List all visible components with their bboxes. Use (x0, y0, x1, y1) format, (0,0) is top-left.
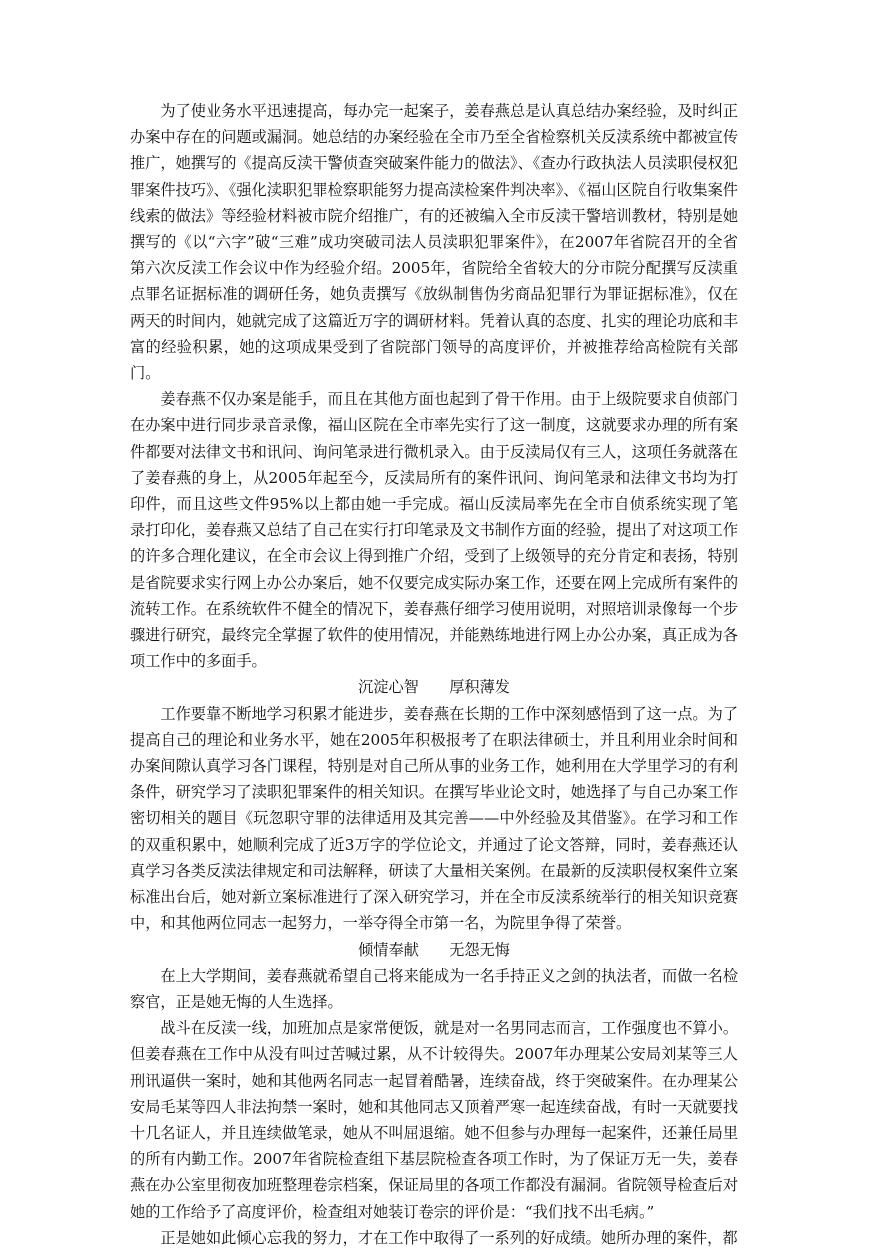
paragraph-career-choice: 在上大学期间，姜春燕就希望自己将来能成为一名手持正义之剑的执法者，而做一名检察官，正是她无悔的人生选择。 (130, 966, 738, 1011)
document-page (130, 98, 738, 1251)
paragraph-achievements: 正是她如此倾心忘我的努力，才在工作中取得了一系列的好成绩。她所办理的案件，都 (160, 1228, 738, 1247)
paragraph-hard-work: 战斗在反渎一线，加班加点是家常便饭，就是对一名男同志而言，工作强度也不算小。但姜春燕在工作中从没有叫过苦喊过累，从不计较得失。2007年办理某公安局刘某等三人刑讯逼供一案时，她和其他两名同志一起冒着酷暑，连续奋战，终于突破案件。在办理某公安局毛某等四人非法拘禁一案时，她和其他同志又顶着严寒一起连续奋战，有时一天就要找十几名证人，并且连续做笔录，她从不叫屈退缩。她不但参与办理每一起案件，还兼任局里的所有内勤工作。2007年省院检查组下基层院检查各项工作时，为了保证万无一失，姜春燕在办公室里彻夜加班整理卷宗档案，保证局里的各项工作都没有漏洞。省院领导检查后对她的工作给予了高度评价，检查组对她装订卷宗的评价是：“我们找不出毛病。” (130, 1019, 738, 1221)
paragraph-backbone-role: 姜春燕不仅办案是能手，而且在其他方面也起到了骨干作用。由于上级院要求自侦部门在办案中进行同步录音录像，福山区院在全市率先实行了这一制度，这就要求办理的所有案件都要对法律文书和讯问、询问笔录进行微机录入。由于反渎局仅有三人，这项任务就落在了姜春燕的身上，从2005年起至今，反渎局所有的案件讯问、询问笔录和法律文书均为打印件，而且这些文件95%以上都由她一手完成。福山反渎局率先在全市自侦系统实现了笔录打印化，姜春燕又总结了自己在实行打印笔录及文书制作方面的经验，提出了对这项工作的许多合理化建议，在全市会议上得到推广介绍，受到了上级领导的充分肯定和表扬，特别是省院要求实行网上办公办案后，她不仅要完成实际办案工作，还要在网上完成所有案件的流转工作。在系统软件不健全的情况下，姜春燕仔细学习使用说明，对照培训录像每一个步骤进行研究，最终完全掌握了软件的使用情况，并能熟练地进行网上办公办案，真正成为各项工作中的多面手。 (130, 390, 738, 671)
paragraph-case-experience: 为了使业务水平迅速提高，每办完一起案子，姜春燕总是认真总结办案经验，及时纠正办案中存在的问题或漏洞。她总结的办案经验在全市乃至全省检察机关反渎系统中都被宣传推广，她撰写的《提高反渎干警侦查突破案件能力的做法》、《查办行政执法人员渎职侵权犯罪案件技巧》、《强化渎职犯罪检察职能努力提高渎检案件判决率》、《福山区院自行收集案件线索的做法》等经验材料被市院介绍推广，有的还被编入全市反渎干警培训教材，特别是她撰写的《以“六字”破“三难”成功突破司法人员渎职犯罪案件》，在2007年省院召开的全省第六次反渎工作会议中作为经验介绍。2005年，省院给全省较大的分市院分配撰写反渎重点罪名证据标准的调研任务，她负责撰写《放纵制售伪劣商品犯罪行为罪证据标准》，仅在两天的时间内，她就完成了这篇近万字的调研材料。凭着认真的态度、扎实的理论功底和丰富的经验积累，她的这项成果受到了省院部门领导的高度评价，并被推荐给高检院有关部门。 (130, 102, 738, 383)
section-heading-dedication: 倾情奉献 无怨无悔 (358, 940, 510, 959)
paragraph-study-accumulation: 工作要靠不断地学习积累才能进步，姜春燕在长期的工作中深刻感悟到了这一点。为了提高自己的理论和业务水平，她在2005年积极报考了在职法律硕士，并且利用业余时间和办案间隙认真学习各门课程，特别是对自己所从事的业务工作，她利用在大学里学习的有利条件，研究学习了渎职犯罪案件的相关知识。在撰写毕业论文时，她选择了与自己办案工作密切相关的题目《玩忽职守罪的法律适用及其完善——中外经验及其借鉴》。在学习和工作的双重积累中，她顺利完成了近3万字的学位论文，并通过了论文答辩，同时，姜春燕还认真学习各类反渎法律规定和司法解释，研读了大量相关案例。在最新的反渎职侵权案件立案标准出台后，她对新立案标准进行了深入研究学习，并在全市反渎系统举行的相关知识竞赛中，和其他两位同志一起努力，一举夺得全市第一名，为院里争得了荣誉。 (130, 704, 738, 933)
section-heading-learning: 沉淀心智 厚积薄发 (358, 678, 510, 697)
